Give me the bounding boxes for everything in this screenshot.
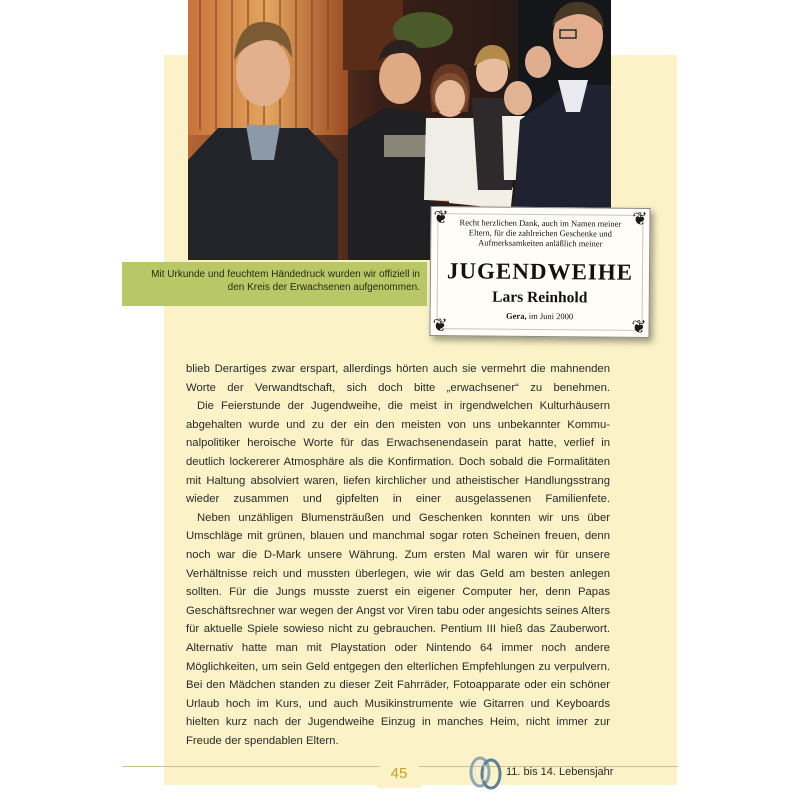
floral-corner-icon: ❦: [631, 316, 647, 337]
card-title: JUGENDWEIHE: [446, 258, 634, 285]
body-text: [186, 360, 610, 750]
card-name: Lars Reinhold: [492, 288, 588, 307]
paragraph-2: Die Feierstunde der Jugendweihe, die meist in irgendwelchen Kulturhäusern abgehalten wurde und zu der ein den meisten von uns unbekannter Kommunalpolitiker heroische Worte für das Erwachsenendasein parat hatte, verlief in deutlich lockererer Atmosphäre als die Konfirmation. Doch sobald die Formalitäten mit Haltung absolviert waren, liefen kirchlicher und atheistischer Handlungsstrang wieder zusammen und gipfelten in einer ausgelassenen Familienfete.: [186, 400, 610, 506]
paragraph-3: Neben unzähligen Blumensträußen und Geschenken konnten wir uns über Umschläge mit grünen, blauen und manchmal sogar roten Scheinen freuen, denn noch war die D-Mark unsere Währung. Zum ersten Mal waren wir für unsere Verhältnisse reich und mussten überlegen, wie wir das Geld am besten anlegen sollten. Für die Jungs musste zuerst ein eigener Computer her, denn Papas Geschäftsrechner war wegen der Angst vor Viren tabu oder angesichts seines Alters für aktuelle Spiele sowieso nicht zu gebrauchen. Pentium III hieß das Zauberwort. Alternativ hatte man mit Playstation oder Nintendo 64 immer noch andere Möglichkeiten, um sein Geld entgegen den elterlichen Empfehlungen zu verpulvern. Bei den Mädchen standen zu dieser Zeit Fahrräder, Fotoapparate oder ein schöner Urlaub hoch im Kurs, und auch Musikinstrumente wie Gitarren und Keyboards hielten kurz nach der Jugendweihe Einzug in manches Heim, nicht immer zur Freude der spendablen Eltern.: [186, 511, 610, 747]
floral-corner-icon: ❦: [433, 207, 449, 228]
paragraph-1: blieb Derartiges zwar erspart, allerdings hörten auch sie vermehrt die mahnenden Worte der Verwandtschaft, sich doch bitte „erwachsener“ zu benehmen.: [186, 363, 610, 394]
card-date: im Juni 2000: [528, 310, 574, 322]
floral-corner-icon: ❦: [632, 208, 648, 229]
card-place-date: [431, 310, 649, 322]
card-thanks-text: Recht herzlichen Dank, auch im Namen meiner Eltern, für die zahlreichen Geschenke und Aufmerksamkeiten anläßlich meiner: [459, 217, 622, 249]
card-place: Gera,: [506, 310, 527, 321]
chapter-title: 11. bis 14. Lebensjahr: [506, 766, 614, 778]
rings-icon: [466, 750, 506, 792]
page-number: 45: [377, 760, 421, 788]
jugendweihe-card: [429, 206, 650, 338]
floral-corner-icon: ❦: [432, 315, 448, 336]
photo-caption: Mit Urkunde und feuchtem Händedruck wurden wir offiziell in den Kreis der Erwachsenen aufgenommen.: [151, 269, 420, 293]
